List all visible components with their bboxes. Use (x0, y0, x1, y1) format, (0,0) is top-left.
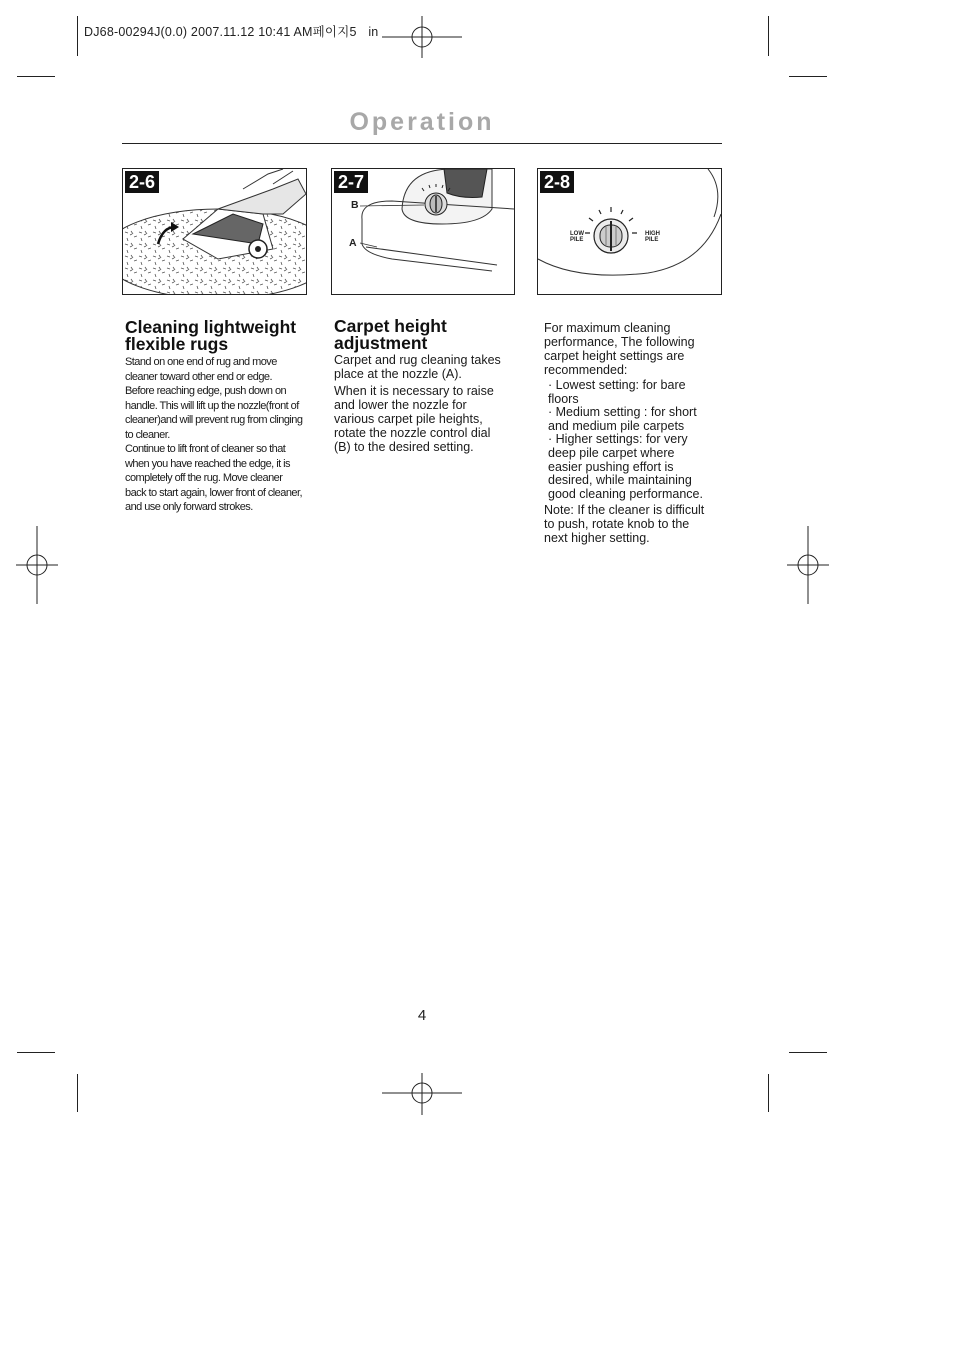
page-title: Operation (349, 108, 495, 136)
settings-item-line: deep pile carpet where (548, 445, 675, 460)
rugs-line: completely off the rug. Move cleaner (125, 472, 283, 484)
carpet-line: various carpet pile heights, (334, 412, 483, 426)
settings-item-line: easier pushing effort is (548, 459, 674, 474)
registration-mark-top (382, 16, 462, 58)
registration-mark-bottom (382, 1073, 462, 1115)
settings-line: performance, The following (544, 335, 695, 349)
settings-item-line: · Medium setting : for short (548, 405, 697, 420)
section-heading-carpet (334, 318, 519, 352)
printer-slug-suffix: in (368, 25, 379, 39)
heading-carpet-line2: adjustment (334, 333, 428, 353)
crop-mark (789, 1052, 827, 1053)
settings-note-line: to push, rotate knob to the (544, 517, 690, 532)
high-pile-label-line2: PILE (645, 237, 659, 243)
settings-line: For maximum cleaning (544, 321, 671, 335)
high-pile-label (645, 231, 660, 243)
rugs-line: when you have reached the edge, it is (125, 457, 290, 470)
rugs-line: Continue to lift front of cleaner so that (125, 443, 286, 455)
registration-mark-left (16, 526, 58, 604)
settings-item-line: · Lowest setting: for bare (548, 378, 686, 392)
settings-note-line: Note: If the cleaner is difficult (544, 503, 705, 518)
section-height-settings (544, 321, 724, 545)
figure-2-7 (331, 168, 515, 295)
figure-2-6 (122, 168, 307, 295)
settings-line: carpet height settings are (544, 349, 685, 363)
heading-carpet-line1: Carpet height (334, 316, 447, 336)
carpet-line: When it is necessary to raise (334, 384, 494, 398)
carpet-para-2 (334, 384, 519, 454)
low-pile-label-line1: LOW (570, 231, 584, 237)
figure-badge-2-8: 2-8 (540, 171, 574, 193)
rugs-body (125, 355, 315, 515)
figure-badge-2-7: 2-7 (334, 171, 368, 193)
settings-line: recommended: (544, 363, 628, 377)
section-cleaning-rugs (125, 319, 315, 515)
callout-a: A (349, 237, 357, 249)
rugs-line: handle. This will lift up the nozzle(front of (125, 399, 299, 412)
carpet-line: place at the nozzle (A). (334, 367, 462, 381)
page-number: 4 (417, 1007, 427, 1024)
low-pile-label (570, 231, 584, 243)
section-carpet-height (334, 318, 519, 454)
settings-item-lowest (544, 379, 724, 406)
rugs-line: back to start again, lower front of cleaner, (125, 486, 302, 499)
crop-mark (77, 16, 78, 56)
settings-item-medium (544, 406, 724, 433)
rugs-line: Before reaching edge, push down on (125, 385, 287, 397)
heading-rugs-line1: Cleaning lightweight (125, 317, 297, 337)
printer-slug (84, 22, 378, 40)
crop-mark (17, 1052, 55, 1053)
carpet-line: and lower the nozzle for (334, 398, 467, 412)
settings-item-line: and medium pile carpets (548, 418, 685, 433)
rugs-line: and use only forward strokes. (125, 501, 253, 513)
crop-mark (17, 76, 55, 77)
settings-note-line: next higher setting. (544, 531, 650, 546)
figure-badge-2-6: 2-6 (125, 171, 159, 193)
crop-mark (768, 16, 769, 56)
callout-b: B (351, 199, 359, 211)
settings-item-higher (544, 433, 724, 501)
heading-rugs-line2: flexible rugs (125, 334, 229, 354)
printer-slug-text: DJ68-00294J(0.0) 2007.11.12 10:41 AM페이지5 (84, 25, 357, 39)
carpet-line: Carpet and rug cleaning takes (334, 353, 501, 367)
title-rule (122, 143, 722, 144)
crop-mark (768, 1074, 769, 1112)
carpet-line: rotate the nozzle control dial (334, 426, 491, 440)
rugs-line: Stand on one end of rug and move (125, 356, 277, 368)
rugs-line: cleaner)and will prevent rug from clinging (125, 414, 303, 426)
settings-item-line: · Higher settings: for very (548, 432, 688, 447)
figure-2-8 (537, 168, 722, 295)
high-pile-label-line1: HIGH (645, 231, 660, 237)
crop-mark (789, 76, 827, 77)
crop-mark (77, 1074, 78, 1112)
settings-item-line: desired, while maintaining (548, 473, 692, 488)
carpet-para-1 (334, 353, 519, 381)
settings-note (544, 503, 724, 545)
rugs-line: to cleaner. (125, 428, 170, 441)
low-pile-label-line2: PILE (570, 237, 584, 243)
section-heading-rugs (125, 319, 315, 353)
settings-intro (544, 321, 724, 377)
settings-item-line: floors (548, 391, 579, 406)
registration-mark-right (787, 526, 829, 604)
settings-item-line: good cleaning performance. (548, 486, 703, 501)
carpet-line: (B) to the desired setting. (334, 440, 474, 454)
rugs-line: cleaner toward other end or edge. (125, 370, 272, 383)
